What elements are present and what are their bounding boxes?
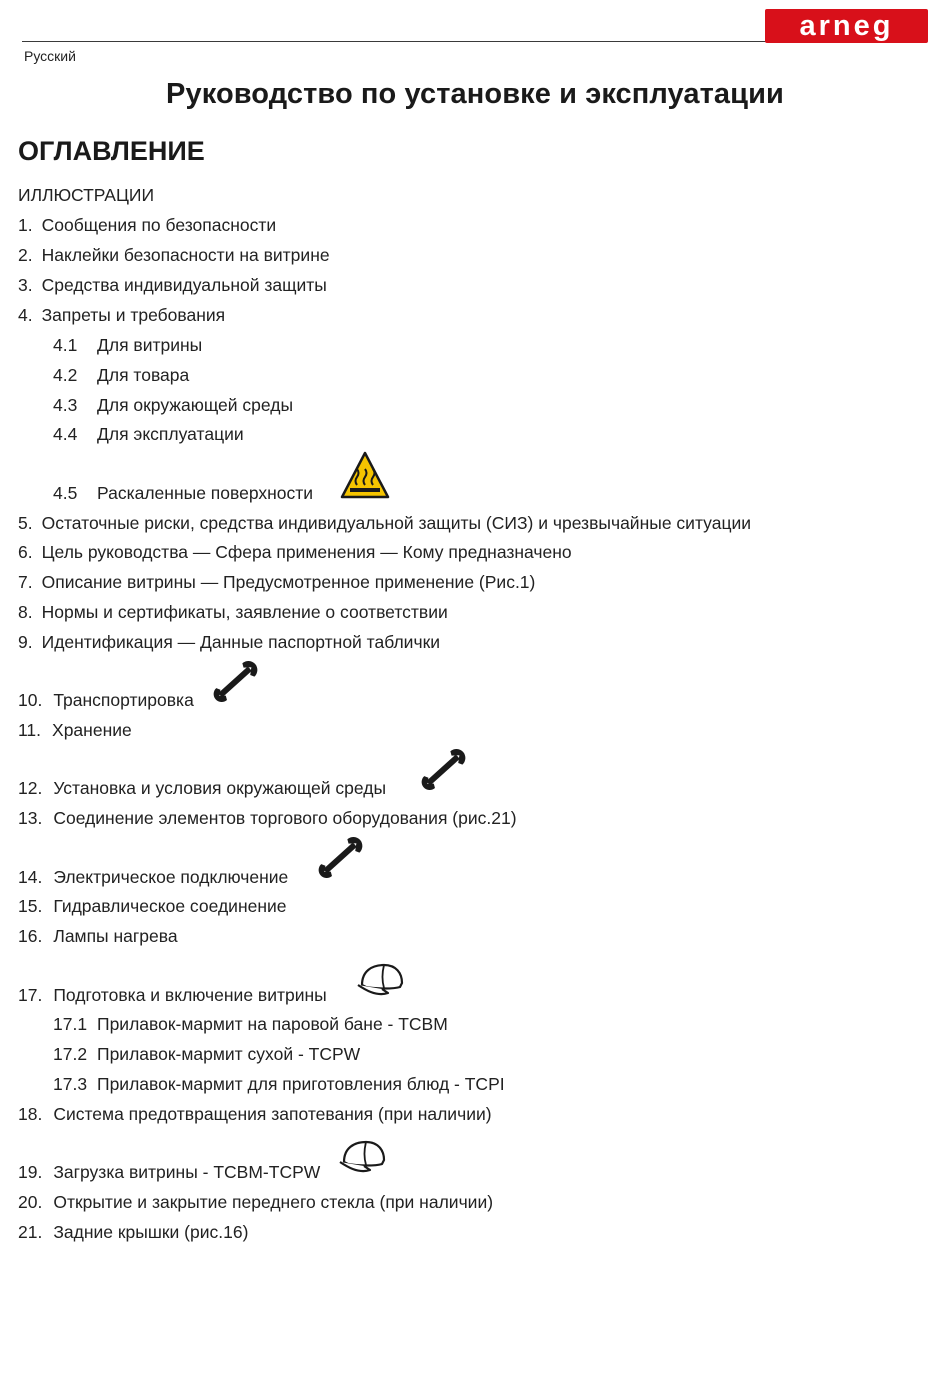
toc-item[interactable] (18, 1161, 320, 1183)
toc-text: Раскаленные поверхности (97, 483, 314, 503)
toc-text: Средства индивидуальной защиты (41, 275, 327, 295)
toc-text: Идентификация — Данные паспортной таблички (41, 632, 441, 652)
toc-number: 17. (18, 985, 43, 1005)
toc-number: 4.4 (53, 424, 78, 444)
toc-text: Лампы нагрева (53, 926, 178, 946)
toc-item[interactable] (18, 984, 327, 1006)
toc-subitem[interactable] (53, 482, 313, 504)
toc-text: Для витрины (97, 335, 203, 355)
toc-text: Для окружающей среды (97, 395, 294, 415)
toc-text: Сообщения по безопасности (41, 215, 277, 235)
toc-item[interactable] (18, 601, 448, 623)
wrench-icon (416, 745, 470, 795)
toc-number: 12. (18, 778, 43, 798)
hot-surface-warning-icon (340, 451, 390, 499)
toc-text: Описание витрины — Предусмотренное применение (Рис.1) (41, 572, 536, 592)
toc-number: 7. (18, 572, 33, 592)
toc-text: Прилавок-мармит на паровой бане - TCBM (97, 1014, 448, 1034)
toc-number: 4. (18, 305, 33, 325)
toc-subitem[interactable] (53, 423, 244, 445)
toc-number: 4.2 (53, 365, 78, 385)
toc-text: Остаточные риски, средства индивидуальной защиты (СИЗ) и чрезвычайные ситуации (41, 513, 752, 533)
toc-item[interactable] (18, 719, 132, 741)
arneg-logo (765, 9, 928, 43)
toc-item[interactable] (18, 274, 327, 296)
cap-icon (336, 1138, 388, 1178)
toc-number: 21. (18, 1222, 43, 1242)
toc-number: 4.5 (53, 483, 78, 503)
toc-item[interactable] (18, 1191, 493, 1213)
toc-text: Соединение элементов торгового оборудования (рис.21) (53, 808, 517, 828)
toc-number: 8. (18, 602, 33, 622)
toc-text: Загрузка витрины - TCBM-TCPW (53, 1162, 321, 1182)
toc-item[interactable] (18, 214, 276, 236)
toc-number: 18. (18, 1104, 43, 1124)
toc-text: Запреты и требования (41, 305, 226, 325)
header-rule (22, 41, 768, 42)
toc-number: 15. (18, 896, 43, 916)
toc-subitem[interactable] (53, 1013, 448, 1035)
toc-item[interactable] (18, 571, 535, 593)
toc-number: 6. (18, 542, 33, 562)
toc-number: 14. (18, 867, 43, 887)
toc-text: Система предотвращения запотевания (при наличии) (53, 1104, 492, 1124)
language-label: Русский (24, 48, 76, 64)
toc-number: 4.3 (53, 395, 78, 415)
cap-icon (354, 961, 406, 1001)
svg-text:arneg: arneg (799, 10, 894, 42)
toc-item[interactable] (18, 1221, 248, 1243)
toc-heading: ОГЛАВЛЕНИЕ (18, 136, 205, 166)
toc-number: 17.2 (53, 1044, 88, 1064)
toc-text: Нормы и сертификаты, заявление о соответствии (41, 602, 448, 622)
toc-text: Прилавок-мармит для приготовления блюд - TCPI (97, 1074, 505, 1094)
wrench-icon (208, 657, 262, 707)
wrench-icon (313, 833, 367, 883)
toc-number: 3. (18, 275, 33, 295)
toc-subitem[interactable] (53, 1043, 360, 1065)
page-title: Руководство по установке и эксплуатации (166, 78, 784, 110)
toc-number: 2. (18, 245, 33, 265)
toc-subitem[interactable] (53, 1073, 505, 1095)
toc-number: 16. (18, 926, 43, 946)
toc-item[interactable] (18, 541, 572, 563)
toc-text: Установка и условия окружающей среды (53, 778, 387, 798)
toc-item[interactable] (18, 244, 330, 266)
toc-number: 17.3 (53, 1074, 88, 1094)
toc-subitem[interactable] (53, 394, 293, 416)
toc-number: 11. (18, 720, 42, 740)
toc-text: Задние крышки (рис.16) (53, 1222, 249, 1242)
toc-number: 17.1 (53, 1014, 88, 1034)
toc-number: 10. (18, 690, 43, 710)
toc-number: 20. (18, 1192, 43, 1212)
toc-item[interactable] (18, 1103, 492, 1125)
toc-text: Наклейки безопасности на витрине (41, 245, 330, 265)
toc-number: 1. (18, 215, 33, 235)
toc-item[interactable] (18, 866, 288, 888)
toc-text: Транспортировка (53, 690, 194, 710)
toc-text: Прилавок-мармит сухой - TCPW (97, 1044, 361, 1064)
toc-number: 13. (18, 808, 43, 828)
toc-item[interactable] (18, 304, 225, 326)
toc-number: 19. (18, 1162, 43, 1182)
toc-item[interactable] (18, 895, 287, 917)
toc-text: Для товара (97, 365, 190, 385)
toc-number: 9. (18, 632, 33, 652)
toc-subitem[interactable] (53, 364, 189, 386)
toc-text: Для эксплуатации (97, 424, 244, 444)
toc-number: 4.1 (53, 335, 78, 355)
toc-item[interactable] (18, 689, 194, 711)
toc-text: Электрическое подключение (53, 867, 289, 887)
toc-subitem[interactable] (53, 334, 202, 356)
toc-item[interactable] (18, 925, 178, 947)
toc-text: Цель руководства — Сфера применения — Кому предназначено (41, 542, 572, 562)
toc-item[interactable] (18, 512, 751, 534)
toc-text: Гидравлическое соединение (53, 896, 287, 916)
illustrations-label[interactable]: ИЛЛЮСТРАЦИИ (18, 185, 155, 205)
toc-text: Подготовка и включение витрины (53, 985, 327, 1005)
toc-text: Хранение (52, 720, 132, 740)
toc-item[interactable] (18, 631, 440, 653)
toc-item[interactable] (18, 807, 517, 829)
toc-text: Открытие и закрытие переднего стекла (при наличии) (53, 1192, 494, 1212)
toc-item[interactable] (18, 777, 386, 799)
toc-number: 5. (18, 513, 33, 533)
